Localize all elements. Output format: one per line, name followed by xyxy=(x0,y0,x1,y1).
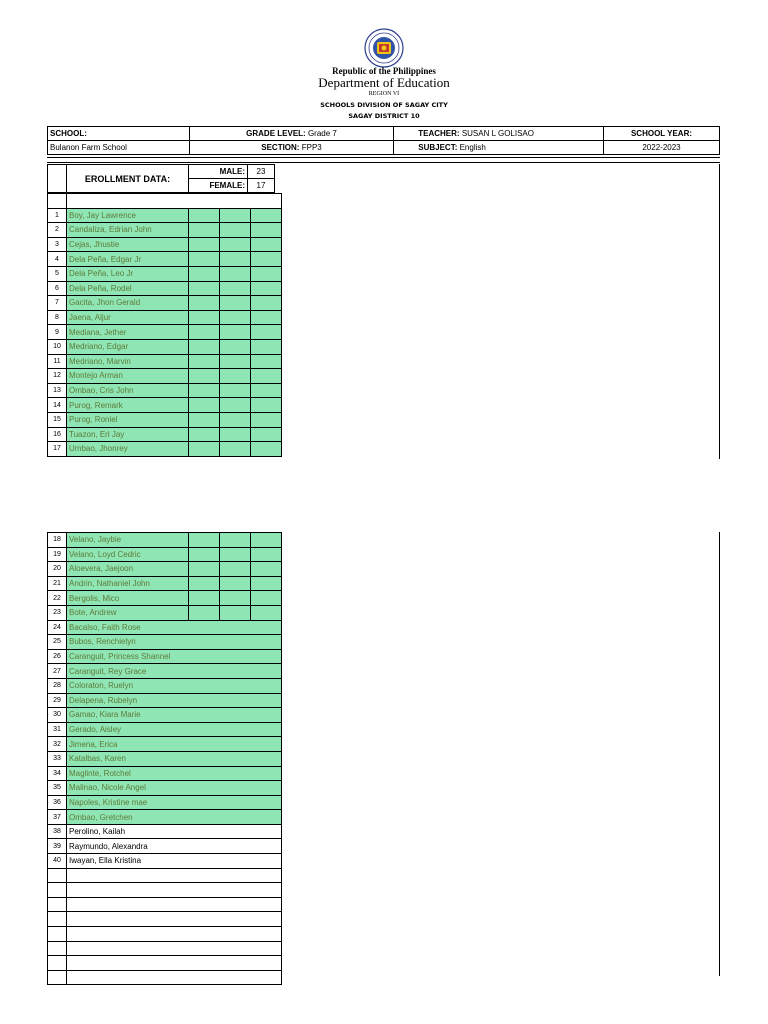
score-cell xyxy=(220,547,251,562)
grade-value: Grade 7 xyxy=(307,129,337,138)
score-cell xyxy=(220,266,251,281)
row-number: 35 xyxy=(48,781,67,796)
enrollment-table xyxy=(47,164,275,193)
score-cell xyxy=(189,605,220,620)
table-row xyxy=(48,912,282,927)
score-cell xyxy=(189,591,220,606)
row-number: 2 xyxy=(48,223,67,238)
table-row xyxy=(48,620,282,635)
student-name: Gamao, Kiara Marie xyxy=(67,708,282,723)
row-number: 34 xyxy=(48,766,67,781)
score-cell xyxy=(189,223,220,238)
region-text: REGION VI xyxy=(368,91,400,97)
score-cell xyxy=(220,252,251,267)
table-row xyxy=(48,442,282,457)
table-row xyxy=(48,237,282,252)
score-cell xyxy=(220,562,251,577)
score-cell xyxy=(189,412,220,427)
table-row xyxy=(48,927,282,942)
score-cell xyxy=(220,383,251,398)
table-row xyxy=(48,281,282,296)
row-number xyxy=(48,897,67,912)
student-name: Gacita, Jhon Gerald xyxy=(67,296,189,311)
student-name: Gerado, Aisley xyxy=(67,722,282,737)
table-row xyxy=(48,722,282,737)
score-cell xyxy=(189,427,220,442)
row-number: 40 xyxy=(48,854,67,869)
score-cell xyxy=(251,442,282,457)
table-row xyxy=(48,533,282,548)
student-name: Purog, Roniel xyxy=(67,412,189,427)
score-cell xyxy=(189,533,220,548)
table-row xyxy=(48,810,282,825)
deped-seal-icon xyxy=(364,28,404,68)
grade-level-cell xyxy=(190,127,394,141)
score-cell xyxy=(251,237,282,252)
female-label: FEMALE: xyxy=(189,179,248,193)
row-number: 39 xyxy=(48,839,67,854)
table-row xyxy=(48,266,282,281)
enrollment-label: EROLLMENT DATA: xyxy=(67,165,189,193)
student-name: Boy, Jay Lawrence xyxy=(67,208,189,223)
score-cell xyxy=(189,325,220,340)
score-cell xyxy=(189,354,220,369)
table-row xyxy=(48,547,282,562)
table-row xyxy=(48,369,282,384)
table-row xyxy=(48,339,282,354)
score-cell xyxy=(189,576,220,591)
score-cell xyxy=(251,605,282,620)
table-row xyxy=(48,708,282,723)
score-cell xyxy=(220,208,251,223)
student-name: Andrin, Nathaniel John xyxy=(67,576,189,591)
score-cell xyxy=(251,576,282,591)
table-row xyxy=(48,310,282,325)
table-row xyxy=(48,854,282,869)
student-name: Bote, Andrew xyxy=(67,605,189,620)
score-cell xyxy=(220,281,251,296)
score-cell xyxy=(189,442,220,457)
table-row xyxy=(48,605,282,620)
student-name: Katalbas, Karen xyxy=(67,751,282,766)
school-year-value: 2022-2023 xyxy=(604,141,720,155)
student-name: Malinao, Nicole Angel xyxy=(67,781,282,796)
student-name: Caranguit, Princess Shannel xyxy=(67,649,282,664)
row-number xyxy=(48,868,67,883)
row-number: 11 xyxy=(48,354,67,369)
row-number xyxy=(48,927,67,942)
table-row xyxy=(48,678,282,693)
row-number xyxy=(48,883,67,898)
row-number: 12 xyxy=(48,369,67,384)
row-number: 27 xyxy=(48,664,67,679)
row-number: 30 xyxy=(48,708,67,723)
subject-value: English xyxy=(459,143,486,152)
table-row xyxy=(48,824,282,839)
student-name xyxy=(67,912,282,927)
row-number: 15 xyxy=(48,412,67,427)
table-row xyxy=(48,781,282,796)
score-cell xyxy=(251,369,282,384)
score-cell xyxy=(220,591,251,606)
score-cell xyxy=(189,281,220,296)
score-cell xyxy=(189,208,220,223)
table-row xyxy=(48,664,282,679)
score-cell xyxy=(220,237,251,252)
table-row xyxy=(48,325,282,340)
student-name: Jaena, Aljur xyxy=(67,310,189,325)
row-number: 28 xyxy=(48,678,67,693)
table-row xyxy=(48,412,282,427)
table-row xyxy=(48,941,282,956)
row-number: 18 xyxy=(48,533,67,548)
score-cell xyxy=(251,591,282,606)
page-border xyxy=(719,532,720,976)
student-name: Jimena, Erica xyxy=(67,737,282,752)
row-number: 22 xyxy=(48,591,67,606)
row-number: 24 xyxy=(48,620,67,635)
student-list-page-1 xyxy=(47,193,282,457)
row-number: 31 xyxy=(48,722,67,737)
student-name: Ombao, Cris John xyxy=(67,383,189,398)
class-info-table xyxy=(47,126,720,155)
score-cell xyxy=(251,266,282,281)
table-row xyxy=(48,868,282,883)
row-number: 14 xyxy=(48,398,67,413)
table-row xyxy=(48,354,282,369)
student-name xyxy=(67,897,282,912)
student-name: Dela Peña, Rodel xyxy=(67,281,189,296)
female-count: 17 xyxy=(248,179,275,193)
score-cell xyxy=(220,325,251,340)
score-cell xyxy=(189,398,220,413)
table-row xyxy=(48,208,282,223)
student-name: Dela Peña, Edgar Jr xyxy=(67,252,189,267)
grade-label: GRADE LEVEL: xyxy=(246,129,306,138)
row-number xyxy=(48,970,67,985)
student-name: Umbao, Jhonrey xyxy=(67,442,189,457)
subject-cell xyxy=(394,141,604,155)
score-cell xyxy=(220,398,251,413)
score-cell xyxy=(220,576,251,591)
student-name: Cejas, Jhustie xyxy=(67,237,189,252)
row-number: 19 xyxy=(48,547,67,562)
department-title: Department of Education xyxy=(318,75,450,90)
score-cell xyxy=(220,605,251,620)
divider-line xyxy=(47,157,720,158)
male-label: MALE: xyxy=(189,165,248,179)
table-row xyxy=(48,562,282,577)
letterhead xyxy=(0,28,768,121)
score-cell xyxy=(189,562,220,577)
subject-label: SUBJECT: xyxy=(418,143,458,152)
row-number: 25 xyxy=(48,635,67,650)
student-name: Delapena, Rubelyn xyxy=(67,693,282,708)
score-cell xyxy=(189,547,220,562)
school-value: Bulanon Farm School xyxy=(48,141,190,155)
row-number xyxy=(48,941,67,956)
row-number: 5 xyxy=(48,266,67,281)
row-number: 9 xyxy=(48,325,67,340)
score-cell xyxy=(251,533,282,548)
student-name xyxy=(67,970,282,985)
score-cell xyxy=(220,223,251,238)
score-cell xyxy=(220,310,251,325)
score-cell xyxy=(251,547,282,562)
row-number: 6 xyxy=(48,281,67,296)
table-row xyxy=(48,766,282,781)
row-number: 29 xyxy=(48,693,67,708)
student-name: Medriano, Marvin xyxy=(67,354,189,369)
score-cell xyxy=(251,281,282,296)
score-cell xyxy=(251,339,282,354)
table-row xyxy=(48,635,282,650)
row-number: 10 xyxy=(48,339,67,354)
table-row xyxy=(48,897,282,912)
score-cell xyxy=(251,296,282,311)
student-name xyxy=(67,941,282,956)
score-cell xyxy=(251,223,282,238)
blank-cell xyxy=(48,194,67,209)
score-cell xyxy=(251,252,282,267)
score-cell xyxy=(251,562,282,577)
student-name: Coloraton, Ruelyn xyxy=(67,678,282,693)
row-number: 36 xyxy=(48,795,67,810)
table-row xyxy=(48,427,282,442)
row-number: 32 xyxy=(48,737,67,752)
table-row xyxy=(48,839,282,854)
score-cell xyxy=(189,252,220,267)
score-cell xyxy=(251,383,282,398)
score-cell xyxy=(251,398,282,413)
row-number: 38 xyxy=(48,824,67,839)
row-number: 1 xyxy=(48,208,67,223)
student-name: Bacalso, Faith Rose xyxy=(67,620,282,635)
student-name: Iwayan, Ella Kristina xyxy=(67,854,282,869)
score-cell xyxy=(189,339,220,354)
table-row xyxy=(48,649,282,664)
score-cell xyxy=(251,427,282,442)
score-cell xyxy=(220,412,251,427)
row-number xyxy=(48,956,67,971)
section-value: FPP3 xyxy=(301,143,322,152)
student-name: Velano, Loyd Cedric xyxy=(67,547,189,562)
score-cell xyxy=(220,427,251,442)
table-row xyxy=(48,252,282,267)
student-name xyxy=(67,883,282,898)
teacher-label: TEACHER: xyxy=(418,129,460,138)
row-number: 7 xyxy=(48,296,67,311)
score-cell xyxy=(251,310,282,325)
table-row xyxy=(48,398,282,413)
male-count: 23 xyxy=(248,165,275,179)
score-cell xyxy=(220,354,251,369)
score-cell xyxy=(251,354,282,369)
table-row xyxy=(48,970,282,985)
blank-row xyxy=(48,194,282,209)
teacher-cell xyxy=(394,127,604,141)
student-name: Napoles, Kristine mae xyxy=(67,795,282,810)
row-number: 16 xyxy=(48,427,67,442)
score-cell xyxy=(251,208,282,223)
row-number: 37 xyxy=(48,810,67,825)
section-cell xyxy=(190,141,394,155)
row-number: 20 xyxy=(48,562,67,577)
student-name: Bubos, Renchielyn xyxy=(67,635,282,650)
score-cell xyxy=(189,237,220,252)
republic-text: Republic of the Philippines xyxy=(332,66,436,76)
blank-cell xyxy=(48,165,67,193)
table-row xyxy=(48,737,282,752)
page-border xyxy=(719,164,720,459)
school-label: SCHOOL: xyxy=(48,127,190,141)
student-name: Perolino, Kailah xyxy=(67,824,282,839)
score-cell xyxy=(220,339,251,354)
district-text: SAGAY DISTRICT 10 xyxy=(348,112,420,120)
student-name: Aloevera, Jaejoon xyxy=(67,562,189,577)
score-cell xyxy=(220,442,251,457)
student-name: Montejo Arman xyxy=(67,369,189,384)
student-name xyxy=(67,927,282,942)
table-row xyxy=(48,383,282,398)
table-row xyxy=(48,223,282,238)
student-name: Bergolis, Mico xyxy=(67,591,189,606)
row-number: 21 xyxy=(48,576,67,591)
table-row xyxy=(48,296,282,311)
table-row xyxy=(48,693,282,708)
student-name: Tuazon, Erl Jay xyxy=(67,427,189,442)
score-cell xyxy=(251,412,282,427)
student-name: Dela Peña, Leo Jr xyxy=(67,266,189,281)
division-text: SCHOOLS DIVISION OF SAGAY CITY xyxy=(320,101,448,109)
student-name xyxy=(67,956,282,971)
blank-cell xyxy=(67,194,282,209)
score-cell xyxy=(220,369,251,384)
student-name: Velano, Jaybie xyxy=(67,533,189,548)
score-cell xyxy=(220,533,251,548)
table-row xyxy=(48,956,282,971)
row-number: 23 xyxy=(48,605,67,620)
row-number: 8 xyxy=(48,310,67,325)
row-number: 3 xyxy=(48,237,67,252)
student-name: Caranguit, Rey Grace xyxy=(67,664,282,679)
divider-line xyxy=(47,162,720,163)
teacher-value: SUSAN L GOLISAO xyxy=(461,129,534,138)
student-name: Mediana, Jether xyxy=(67,325,189,340)
student-name: Raymundo, Alexandra xyxy=(67,839,282,854)
section-label: SECTION: xyxy=(261,143,300,152)
table-row xyxy=(48,883,282,898)
school-year-label: SCHOOL YEAR: xyxy=(604,127,720,141)
row-number: 17 xyxy=(48,442,67,457)
student-name: Candaliza, Edrian John xyxy=(67,223,189,238)
score-cell xyxy=(220,296,251,311)
student-name: Medriano, Edgar xyxy=(67,339,189,354)
score-cell xyxy=(189,266,220,281)
student-list-page-2 xyxy=(47,532,282,985)
score-cell xyxy=(189,369,220,384)
score-cell xyxy=(189,383,220,398)
student-name: Purog, Remark xyxy=(67,398,189,413)
table-row xyxy=(48,751,282,766)
score-cell xyxy=(189,310,220,325)
row-number: 26 xyxy=(48,649,67,664)
table-row xyxy=(48,795,282,810)
student-name: Ombao, Gretchen xyxy=(67,810,282,825)
score-cell xyxy=(251,325,282,340)
table-row xyxy=(48,591,282,606)
student-name xyxy=(67,868,282,883)
row-number: 33 xyxy=(48,751,67,766)
row-number xyxy=(48,912,67,927)
score-cell xyxy=(189,296,220,311)
table-row xyxy=(48,576,282,591)
row-number: 4 xyxy=(48,252,67,267)
row-number: 13 xyxy=(48,383,67,398)
student-name: Maglinte, Rotchel xyxy=(67,766,282,781)
